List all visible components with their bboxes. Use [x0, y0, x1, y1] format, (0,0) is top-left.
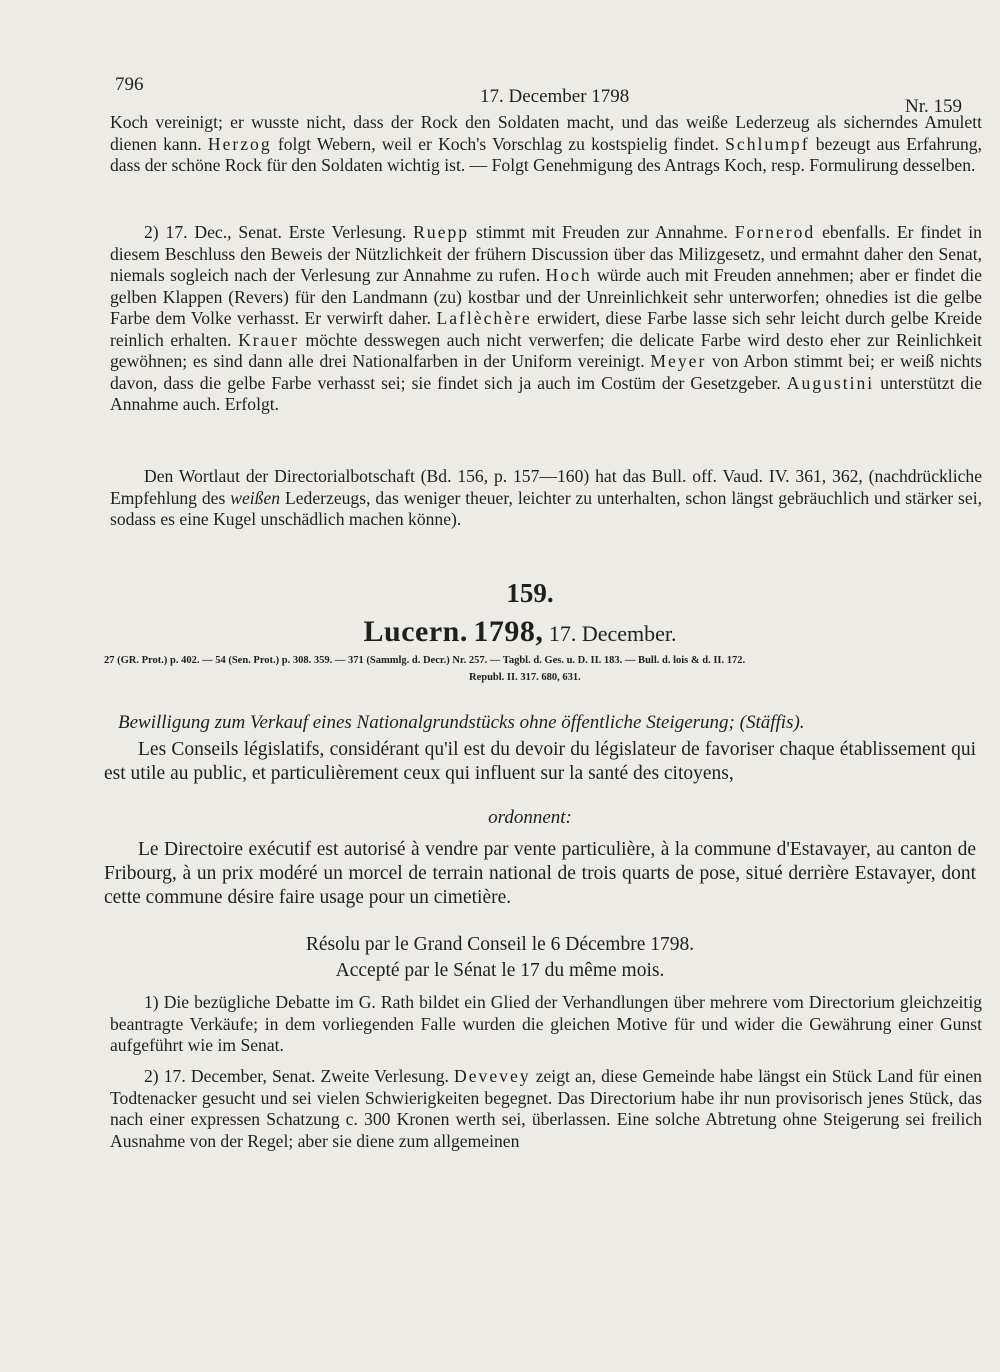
page-number: 796 [115, 74, 144, 95]
page-header [115, 74, 962, 117]
header-document-number: Nr. 159 [905, 96, 962, 117]
speaker-name: Laflèchère [436, 308, 532, 328]
speaker-name: Augustini [786, 372, 875, 393]
speaker-name: Krauer [238, 329, 299, 350]
decree-article: Le Directoire exécutif est autorisé à vendre par vente particulière, à la commune d'Estavayer, au canton de Fribourg, à un prix modéré un morcel de terrain national de trois quarts de pose, situé derrière Estavayer, dont cette commune désire faire usage pour un cimetière. [104, 839, 976, 908]
document-subject: Bewilligung zum Verkauf eines Nationalgrundstücks ohne öffentliche Steigerung; (Stäffis). [118, 712, 805, 733]
ordonnent-heading: ordonnent: [488, 807, 572, 828]
header-date: 17. December 1798 [480, 86, 630, 107]
speaker-name: Ruepp [413, 222, 470, 242]
document-number: 159. [506, 578, 554, 608]
speaker-name: Fornerod [734, 222, 816, 242]
speaker-name: Meyer [650, 351, 707, 371]
intro-paragraph-3: Den Wortlaut der Directorialbotschaft (Bd. 156, p. 157—160) hat das Bull. off. Vaud. IV. 361, 362, (nachdrückliche Empfehlung des weißen Lederzeugs, das weniger theuer, leichter zu unterhalten, schon längst gebräuchlich und stärker sei, sodass es eine Kugel unschädlich machen könne). [110, 466, 983, 529]
document-title [0, 615, 1000, 649]
speaker-name: Schlumpf [725, 133, 810, 154]
title-year: 1798, [473, 615, 544, 648]
title-city: Lucern. [363, 615, 468, 648]
source-references: 27 (GR. Prot.) p. 402. — 54 (Sen. Prot.) p. 308. 359. — 371 (Sammlg. d. Decr.) Nr. 257. — Tagbl. d. Ges. u. D. II. 183. — Bull. d. lois & d. II. 172. Republ. II. 317. 680, 631. [104, 655, 746, 683]
footnote-1: 1) Die bezügliche Debatte im G. Rath bildet ein Glied der Verhandlungen über mehrere vom Directorium gleichzeitig beantragte Verkäufe; in dem vorliegenden Falle wurden die gleichen Motive für und wider die Gewährung einer Gunst aufgeführt wie im Senat. [110, 992, 982, 1055]
adoption-record: Résolu par le Grand Conseil le 6 Décembre 1798. Accepté par le Sénat le 17 du même mois. [305, 934, 695, 981]
speaker-name: Devevey [454, 1066, 531, 1086]
footnote-2: 2) 17. December, Senat. Zweite Verlesung. Devevey zeigt an, diese Gemeinde habe längst ein Stück Land für einen Todtenacker gesucht und sei vielen Schwierigkeiten begegnet. Das Directorium habe ihr nun provisorisch jenes Stück, das nach einer expressen Schatzung c. 300 Kronen werth sei, überlassen. Eine solche Abtretung ohne Steigerung sei freilich Ausnahme von der Regel; aber sie diene zum allgemeinen [110, 1066, 982, 1151]
speaker-name: Hoch [545, 265, 592, 285]
title-date: 17. December. [548, 621, 677, 646]
preamble: Les Conseils législatifs, considérant qu'il est du devoir du législateur de favoriser chaque établissement qui est utile au public, et particulièrement ceux qui influent sur la santé des citoyens, [104, 739, 976, 784]
intro-paragraph-2: 2) 17. Dec., Senat. Erste Verlesung. Ruepp stimmt mit Freuden zur Annahme. Fornerod ebenfalls. Er findet in diesem Beschluss den Beweis der Nützlichkeit der frühern Discussion über das Milizgesetz, und ermahnt daher den Senat, niemals sogleich nach der Verlesung zur Annahme zu rufen. Hoch würde auch mit Freuden annehmen; aber er findet die gelben Klappen (Revers) für den Landmann (zu) kostbar und der Unreinlichkeit sehr unterworfen; ohnedies ist die gelbe Farbe dem Volke verhasst. Er verwirft daher. Laflèchère erwidert, diese Farbe lasse sich sehr leicht durch gelbe Kreide reinlich erhalten. Krauer möchte desswegen auch nicht verwerfen; die delicate Farbe wird desto eher zur Reinlichkeit gewöhnen; es sind dann alle drei Nationalfarben in der Uniform vereinigt. Meyer von Arbon stimmt bei; er weiß nichts davon, dass die gelbe Farbe verhasst sei; sie findet sich ja auch im Costüm der Gesetzgeber. Augustini unterstützt die Annahme auch. Erfolgt. [110, 222, 983, 414]
speaker-name: Herzog [207, 133, 272, 154]
intro-paragraph-1: Koch vereinigt; er wusste nicht, dass der Rock den Soldaten macht, und das weiße Lederzeug als sicherndes Amulett dienen kann. Herzog folgt Webern, weil er Koch's Vorschlag zu kostspielig findet. Schlumpf bezeugt aus Erfahrung, dass der schöne Rock für den Soldaten wichtig ist. — Folgt Genehmigung des Antrags Koch, resp. Formulirung desselben. [110, 112, 982, 175]
